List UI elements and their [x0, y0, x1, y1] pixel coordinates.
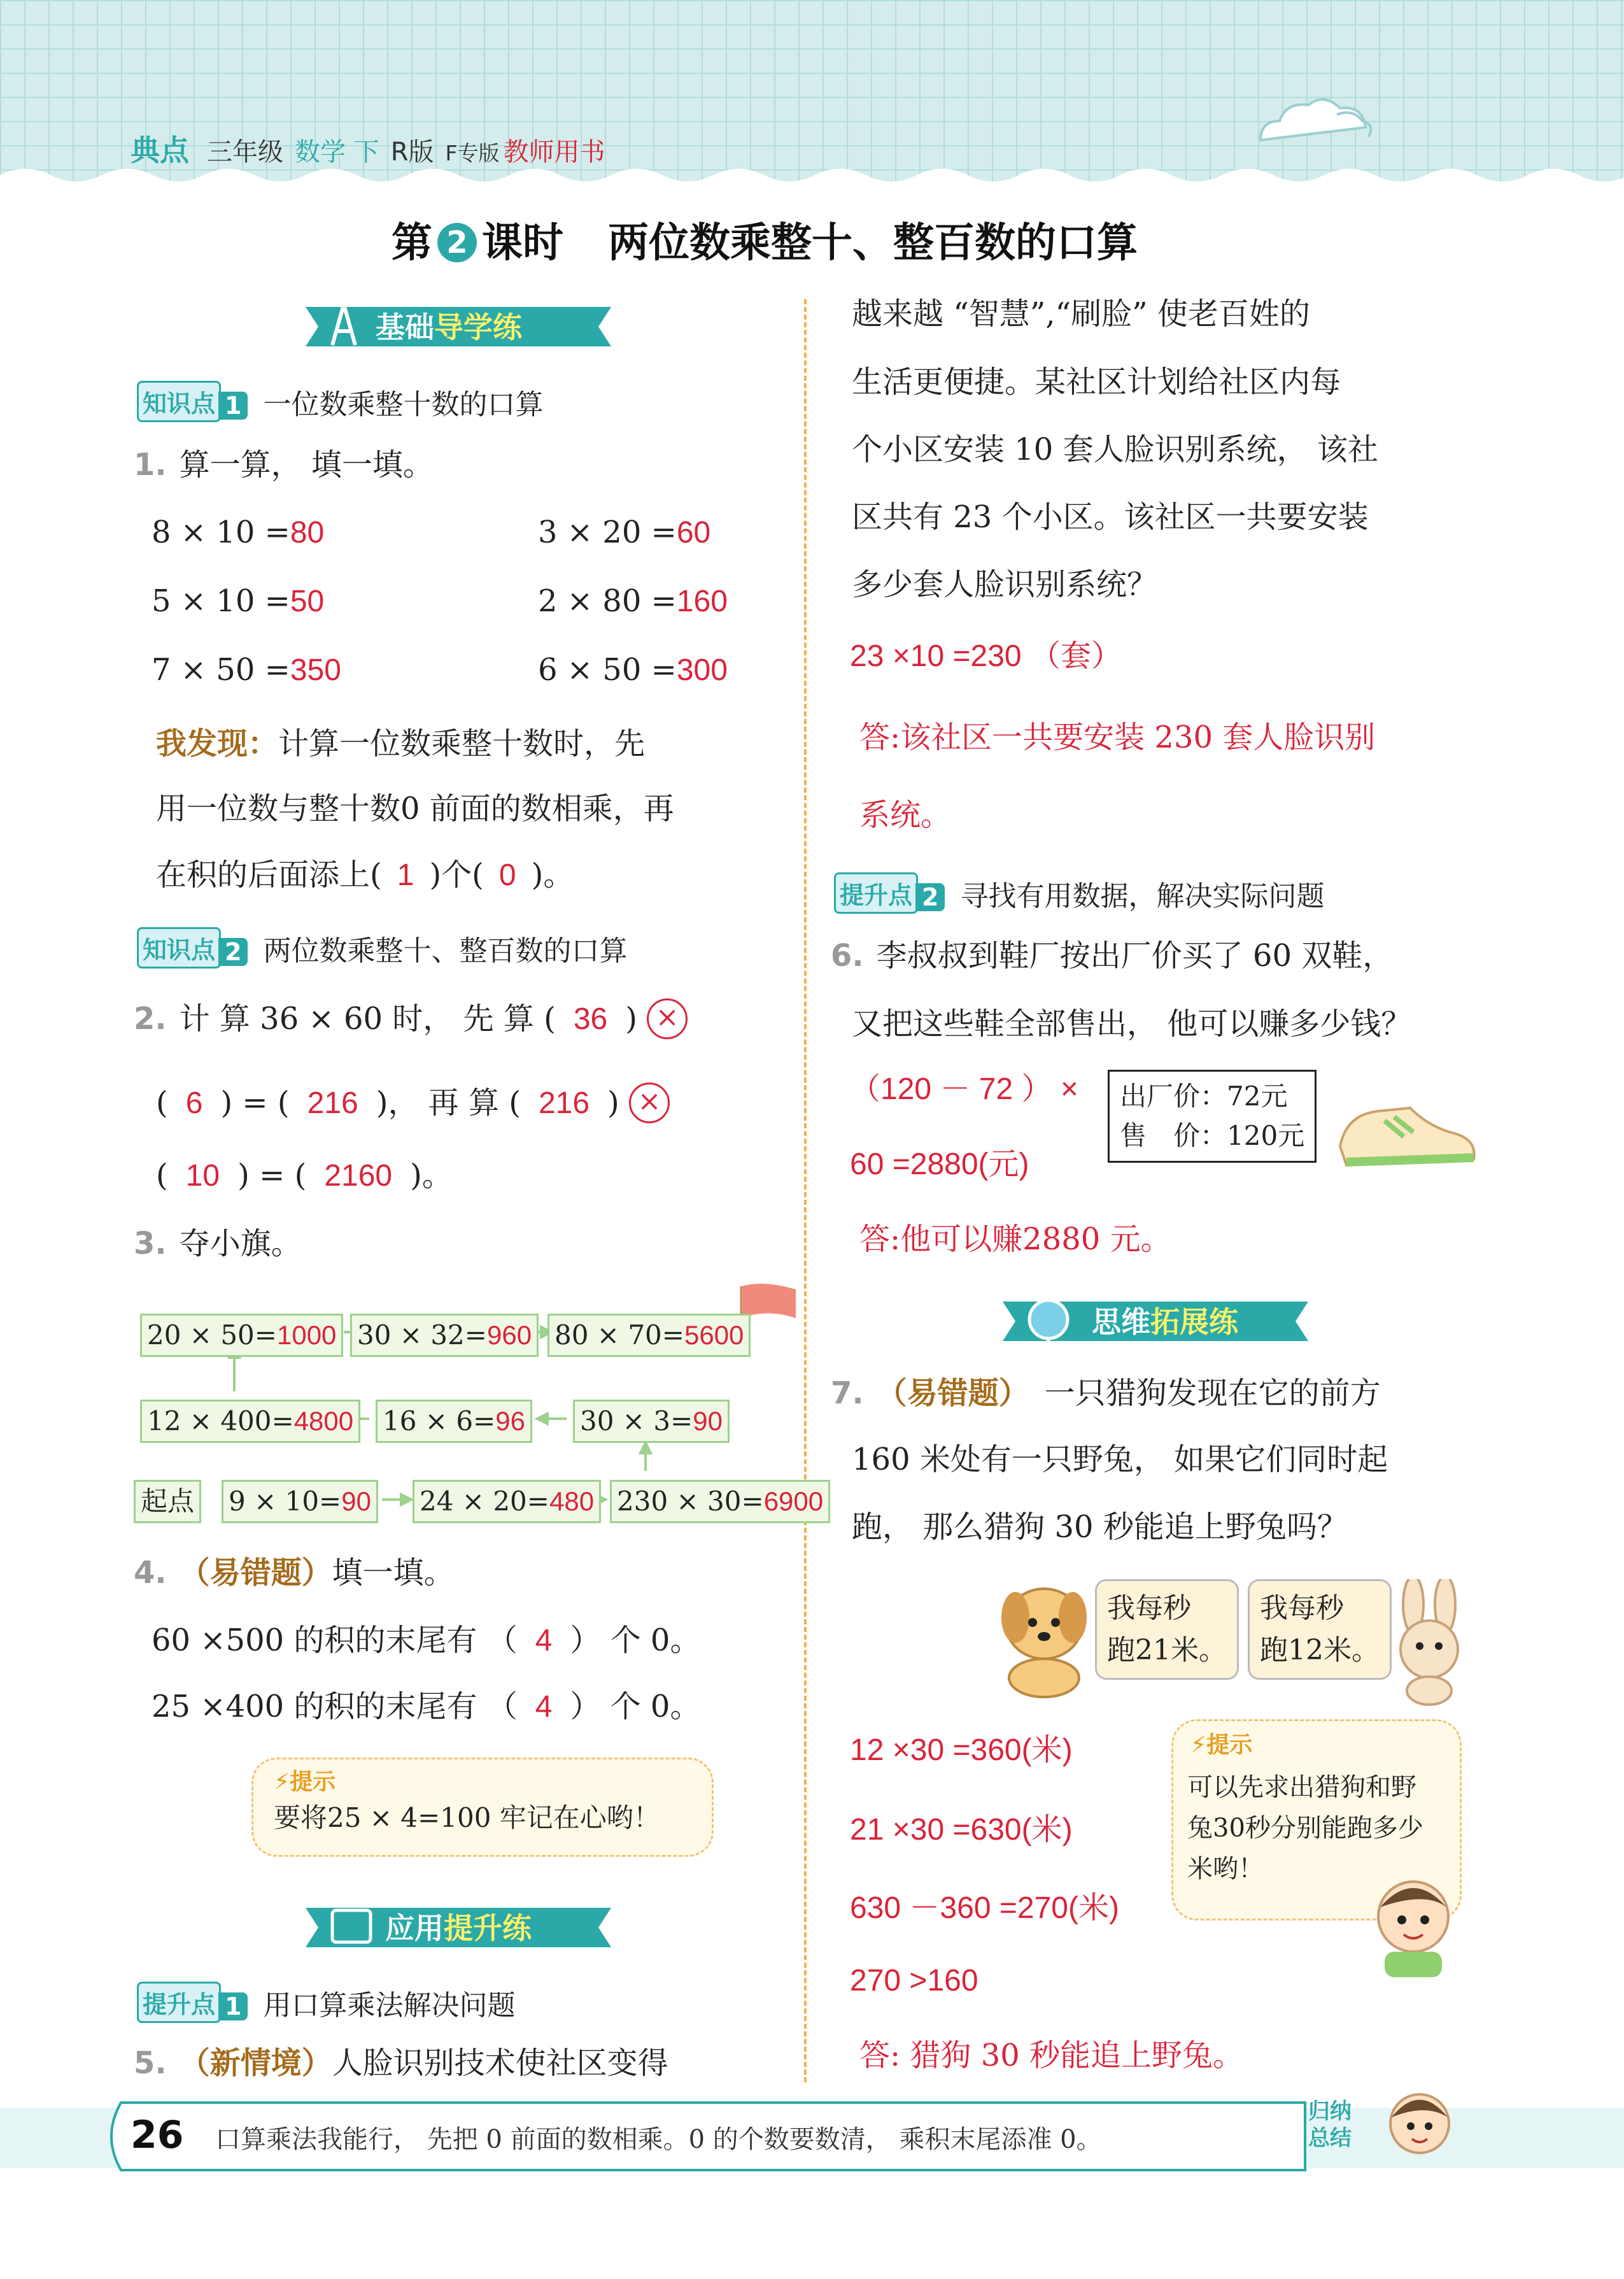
rabbit-speech-bubble: [1248, 1579, 1392, 1680]
q4-answer: 4: [535, 1690, 553, 1724]
q7-line2: 160 米处有一只野兔， 如果它们同时起: [852, 1442, 1388, 1477]
q2-answer: 6: [185, 1086, 203, 1120]
sale-price: 售 价：120元: [1120, 1120, 1305, 1151]
q3-expr: 9 × 10=: [229, 1486, 342, 1517]
q2-text: ): [625, 1001, 637, 1037]
q5-answer-line1: 答:该社区一共要安装 230 套人脸识别: [859, 720, 1376, 755]
q7-tip-line1: 可以先求出猎狗和野: [1187, 1773, 1416, 1802]
q4-line2: [152, 1689, 700, 1726]
q7-tip-line3: 米哟！: [1187, 1854, 1264, 1884]
subject-label: 数学 下: [295, 138, 379, 167]
banner-basic-b: 导学练: [434, 310, 522, 344]
q7-num: 7.: [831, 1375, 864, 1411]
q3-expr: 16 × 6=: [383, 1405, 496, 1437]
q4-title: [134, 1555, 455, 1592]
logo-text: 典点: [131, 133, 189, 167]
q3-title: [134, 1226, 302, 1263]
factory-price: 出厂价：72元: [1120, 1081, 1288, 1112]
q4-answer: 4: [535, 1624, 553, 1658]
q2-answer: 10: [185, 1159, 220, 1193]
footer-tag-line1: 归纳: [1308, 2099, 1352, 2124]
q3-box: [413, 1480, 601, 1523]
rabbit-speech-line2: 跑12米。: [1260, 1634, 1380, 1666]
q3-answer: 4800: [293, 1406, 354, 1436]
q3-expr: 80 × 70=: [554, 1319, 684, 1351]
q7-text: 一只猎狗发现在它的前方: [1044, 1375, 1381, 1411]
q1-expr: 8 × 10 =: [152, 515, 290, 550]
multiply-circle-icon: ×: [629, 1083, 670, 1123]
q1-title: [134, 447, 434, 484]
q5-calc: 23 ×10 =230 （套）: [850, 639, 1122, 673]
q5-answer-line2: 系统。: [859, 797, 952, 833]
q5-num: 5.: [134, 2045, 167, 2081]
q4-line1: [152, 1622, 700, 1659]
footer-summary-tag: [1308, 2098, 1352, 2152]
q6-price-box: [1108, 1070, 1317, 1163]
q3-num: 3.: [134, 1226, 167, 1261]
edition-label: R版: [390, 138, 434, 167]
q2-answer: 36: [573, 1002, 608, 1036]
svg-text:思维拓展练: [1092, 1305, 1239, 1339]
q3-expr: 12 × 400=: [147, 1405, 294, 1437]
up2-title: 寻找有用数据，解决实际问题: [960, 880, 1325, 912]
q3-answer: 480: [549, 1486, 595, 1516]
q1-item: [538, 515, 710, 551]
multiply-circle-icon: ×: [647, 998, 688, 1039]
discover-label: 我发现：: [156, 726, 279, 762]
q7-tip-line2: 兔30秒分别能跑多少: [1187, 1814, 1423, 1843]
q3-title-text: 夺小旗。: [179, 1226, 302, 1261]
q1-expr: 5 × 10 =: [152, 583, 290, 619]
page-number: 26: [131, 2113, 184, 2157]
q3-answer: 96: [495, 1406, 525, 1436]
q1-answer: 50: [290, 585, 325, 618]
q1-expr: 3 × 20 =: [538, 515, 677, 550]
q7-calc1: 12 ×30 =360(米): [850, 1733, 1073, 1767]
q3-expr: 20 × 50=: [147, 1319, 277, 1351]
q7-line3: 跑， 那么猎狗 30 秒能追上野兔吗？: [852, 1509, 1348, 1545]
q3-answer: 5600: [684, 1320, 744, 1350]
dog-speech-line2: 跑21米。: [1107, 1634, 1227, 1666]
q1-discover-line3: [156, 857, 574, 894]
flag-icon: [742, 1284, 796, 1318]
q1-item: [152, 583, 324, 620]
banner-apply-b: 提升练: [444, 1911, 532, 1945]
q1-title-text: 算一算， 填一填。: [179, 447, 434, 483]
banner-think: [990, 1293, 1321, 1350]
lesson-suffix: 课时: [482, 220, 563, 267]
rabbit-speech-line1: 我每秒: [1260, 1592, 1344, 1624]
q2-text: ) = (: [237, 1158, 307, 1193]
q4-title-text: 填一填。: [332, 1555, 455, 1591]
q5-line0: [134, 2045, 668, 2082]
kp2: [137, 927, 627, 969]
grade-label: 三年级: [207, 138, 283, 167]
lightning-icon: ⚡: [274, 1769, 290, 1795]
q1-discover-line1: [156, 726, 645, 763]
kp2-num: 2: [218, 938, 248, 966]
q3-expr: 30 × 3=: [580, 1405, 693, 1437]
lesson-number-badge: 2: [437, 223, 477, 262]
q1-expr: 6 × 50 =: [538, 652, 677, 688]
q6-calc1: （120 － 72 ） ×: [850, 1072, 1078, 1106]
q1-num: 1.: [134, 447, 167, 483]
q7-tag: （易错题）: [876, 1375, 1029, 1411]
svg-text:基础导学练: [376, 310, 523, 344]
q3-box: [350, 1314, 539, 1357]
q6-num: 6.: [831, 938, 864, 974]
q1-answer: 60: [676, 516, 711, 550]
q1-item: [152, 515, 324, 551]
q1-expr: 2 × 80 =: [538, 583, 677, 619]
q3-answer: 960: [486, 1320, 532, 1350]
q4-text: 60 ×500 的积的末尾有 （: [152, 1622, 518, 1658]
q2-num: 2.: [134, 1001, 167, 1037]
kp2-title: 两位数乘整十、整百数的口算: [263, 935, 628, 967]
banner-think-b: 拓展练: [1150, 1305, 1238, 1339]
up2-num: 2: [915, 883, 945, 911]
banner-basic-a: 基础: [376, 310, 434, 344]
svg-text:应用提升练: [385, 1911, 533, 1945]
q2-text: 计 算 36 × 60 时， 先 算 (: [179, 1001, 556, 1037]
q1-answer: 160: [676, 585, 728, 618]
q6-text: 李叔叔到鞋厂按出厂价买了 60 双鞋，: [876, 938, 1394, 974]
q2-line3: [156, 1158, 453, 1195]
cloud-icon: [1248, 89, 1388, 159]
q5-line4: 区共有 23 个小区。该社区一共要安装: [852, 499, 1369, 535]
q6-calc2: 60 =2880(元): [850, 1147, 1029, 1181]
q3-box: [376, 1400, 532, 1443]
q4-tip-text: 要将25 × 4=100 牢记在心哟！: [274, 1802, 660, 1833]
q4-tag: （易错题）: [179, 1555, 332, 1591]
teacher-label: 教师用书: [503, 138, 605, 167]
q4-text: ） 个 0。: [570, 1689, 701, 1724]
q3-box: [140, 1314, 343, 1357]
kp1: [137, 381, 543, 422]
q2-text: (: [156, 1158, 168, 1193]
special-label: F专版: [445, 141, 500, 166]
q4-tip-label: [274, 1764, 335, 1796]
up1-num: 1: [218, 1992, 248, 2020]
dog-icon: [980, 1573, 1108, 1700]
up2: [834, 872, 1324, 914]
lesson-title-text: 两位数乘整十、整百数的口算: [608, 220, 1138, 267]
q1-item: [152, 652, 341, 689]
book-title: [131, 127, 617, 169]
q5-line2: 生活更便捷。某社区计划给社区内每: [852, 364, 1341, 400]
q2-line1: [134, 998, 688, 1039]
boy-icon: [1362, 1872, 1464, 1980]
shoe-icon: [1334, 1095, 1480, 1178]
q1-item: [538, 652, 728, 689]
q5-line1: 越来越 “智慧”,“刷脸” 使老百姓的: [852, 296, 1310, 332]
tip-label-text: 提示: [1206, 1732, 1253, 1758]
q3-start-box: 起点: [134, 1480, 201, 1523]
up2-tag: 提升点: [834, 872, 918, 914]
q1-answer: 350: [290, 653, 341, 687]
q3-expr: 30 × 32=: [357, 1319, 487, 1351]
rabbit-icon: [1375, 1579, 1483, 1707]
q2-line2: [156, 1083, 670, 1123]
q7-calc4: 270 >160: [850, 1964, 978, 1998]
lesson-title: [392, 210, 1138, 269]
up1-tag: 提升点: [137, 1982, 221, 2023]
q1-item: [538, 583, 728, 620]
q2-text: ): [607, 1085, 619, 1121]
up1: [137, 1982, 515, 2023]
discover-text: 计算一位数乘整十数时，先: [278, 726, 646, 762]
q3-answer: 90: [341, 1486, 371, 1516]
q7-tip-label: [1190, 1727, 1252, 1759]
q3-box: [222, 1480, 378, 1523]
q1-answer: 300: [676, 653, 728, 687]
q3-box: [573, 1400, 730, 1443]
q4-text: 25 ×400 的积的末尾有 （: [152, 1689, 518, 1724]
banner-basic: [293, 298, 624, 355]
q2-answer: 216: [307, 1086, 358, 1120]
q2-text: ) = (: [220, 1085, 290, 1121]
q6-line2: 又把这些鞋全部售出， 他可以赚多少钱？: [852, 1006, 1412, 1042]
dog-speech-bubble: [1095, 1579, 1239, 1680]
q7-calc3: 630 －360 =270(米): [850, 1891, 1119, 1925]
q5-line5: 多少套人脸识别系统？: [852, 567, 1158, 602]
q2-text: (: [156, 1085, 168, 1121]
q7-tip-text: [1187, 1767, 1423, 1889]
lesson-prefix: 第: [392, 220, 432, 267]
q3-box: [547, 1314, 751, 1357]
q3-box: [610, 1480, 830, 1523]
q5-line3: 个小区安装 10 套人脸识别系统， 该社: [852, 432, 1378, 467]
q6-answer: 答:他可以赚2880 元。: [859, 1221, 1171, 1257]
kp1-title: 一位数乘整十数的口算: [263, 388, 544, 421]
lightning-icon: ⚡: [1190, 1732, 1207, 1758]
footer-tag-line2: 总结: [1308, 2126, 1352, 2151]
discover-answer: 1: [397, 858, 414, 892]
kp2-tag: 知识点: [137, 927, 221, 969]
banner-apply: [293, 1899, 624, 1956]
q3-box: [140, 1400, 360, 1443]
discover-text: )个(: [429, 857, 484, 893]
q3-answer: 1000: [276, 1320, 337, 1350]
q2-text: )， 再 算 (: [376, 1085, 521, 1121]
q1-discover-line2: 用一位数与整十数0 前面的数相乘，再: [156, 791, 674, 827]
discover-answer: 0: [498, 858, 516, 892]
kp1-tag: 知识点: [137, 381, 221, 422]
boy-face-icon: [1381, 2085, 1458, 2175]
dog-speech-line1: 我每秒: [1107, 1592, 1191, 1624]
q2-answer: 2160: [324, 1159, 393, 1193]
banner-apply-a: 应用: [385, 1911, 444, 1945]
banner-think-a: 思维: [1092, 1305, 1150, 1339]
q3-answer: 6900: [763, 1486, 824, 1516]
discover-text: )。: [531, 857, 574, 893]
q7-line1: [831, 1375, 1381, 1412]
q3-answer: 90: [693, 1406, 723, 1436]
kp1-num: 1: [218, 392, 248, 420]
q7-answer: 答: 猎狗 30 秒能追上野兔。: [859, 2038, 1244, 2073]
q1-answer: 80: [290, 516, 325, 550]
discover-text: 在积的后面添上(: [156, 857, 382, 893]
q2-answer: 216: [538, 1086, 590, 1120]
q2-text: )。: [410, 1158, 453, 1193]
column-divider: [804, 299, 807, 2082]
q3-expr: 24 × 20=: [420, 1486, 549, 1517]
q7-calc2: 21 ×30 =630(米): [850, 1813, 1073, 1847]
q6-line1: [831, 938, 1393, 975]
tip-label-text: 提示: [290, 1769, 336, 1795]
q4-text: ） 个 0。: [570, 1622, 701, 1658]
footer-summary-text: 口算乘法我能行， 先把 0 前面的数相乘。0 的个数要数清， 乘积末尾添准 0。: [215, 2125, 1102, 2154]
q1-expr: 7 × 50 =: [152, 652, 290, 688]
q5-tag: （新情境）: [179, 2045, 332, 2081]
q3-expr: 230 × 30=: [617, 1486, 764, 1517]
up1-title: 用口算乘法解决问题: [263, 1989, 516, 2022]
q5-text: 人脸识别技术使社区变得: [332, 2045, 668, 2081]
q4-num: 4.: [134, 1555, 167, 1591]
